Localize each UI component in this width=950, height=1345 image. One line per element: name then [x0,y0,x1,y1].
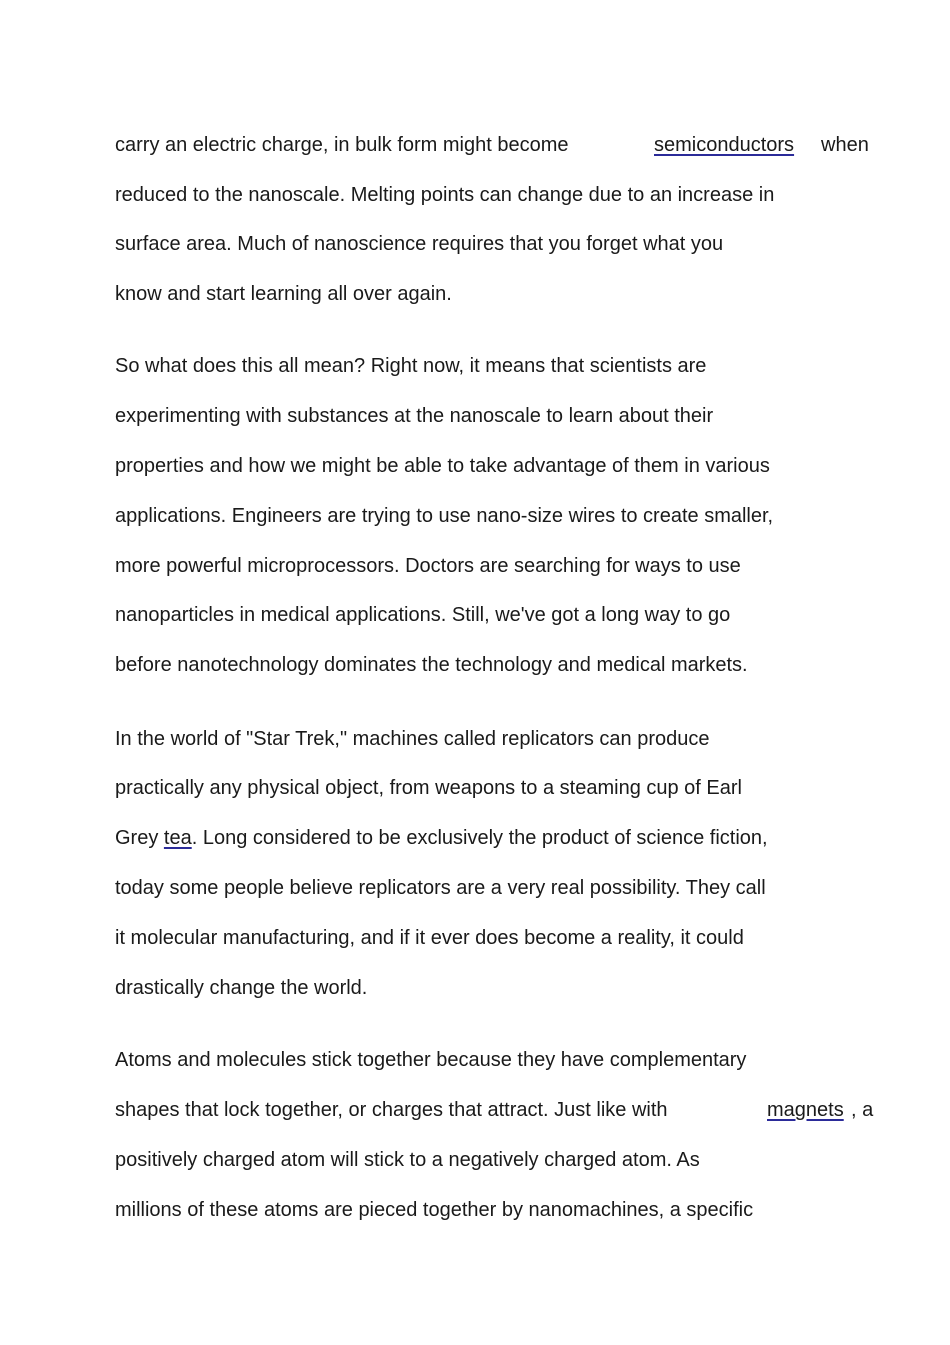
line-text: Grey [115,827,159,849]
line-text: when [821,134,869,156]
paragraph-line: Atoms and molecules stick together because they have complementary [115,1049,747,1071]
line-text: . Long considered to be exclusively the product of science fiction, [191,827,768,849]
paragraph-line: know and start learning all over again. [115,283,452,305]
paragraph-line: surface area. Much of nanoscience requires that you forget what you [115,233,724,255]
paragraph-line: it molecular manufacturing, and if it ever does become a reality, it could [115,927,744,949]
magnets-link[interactable]: magnets [767,1099,844,1121]
line-text: , a [851,1099,874,1121]
paragraph-line: practically any physical object, from weapons to a steaming cup of Earl [115,777,742,799]
paragraph-line: So what does this all mean? Right now, it means that scientists are [115,355,707,377]
paragraph-line: experimenting with substances at the nanoscale to learn about their [115,405,714,427]
paragraph-line [115,826,768,850]
paragraph-line: before nanotechnology dominates the technology and medical markets. [115,654,748,676]
paragraph-line: positively charged atom will stick to a negatively charged atom. As [115,1149,700,1171]
line-text: shapes that lock together, or charges that attract. Just like with [115,1099,668,1121]
paragraph-line [115,133,935,157]
line-text: carry an electric charge, in bulk form might become [115,134,569,156]
paragraph-line: applications. Engineers are trying to use nano-size wires to create smaller, [115,505,774,527]
paragraph-line: nanoparticles in medical applications. Still, we've got a long way to go [115,604,731,626]
paragraph-line [115,1098,755,1122]
tea-link[interactable]: tea [163,827,192,849]
paragraph-line: today some people believe replicators are a very real possibility. They call [115,877,766,899]
paragraph-line: drastically change the world. [115,977,368,999]
paragraph-line: reduced to the nanoscale. Melting points can change due to an increase in [115,184,775,206]
paragraph-line: more powerful microprocessors. Doctors are searching for ways to use [115,555,741,577]
paragraph-line: In the world of "Star Trek," machines called replicators can produce [115,728,710,750]
paragraph-line: properties and how we might be able to take advantage of them in various [115,455,770,477]
semiconductors-link[interactable]: semiconductors [654,134,795,156]
paragraph-line: millions of these atoms are pieced together by nanomachines, a specific [115,1199,754,1221]
